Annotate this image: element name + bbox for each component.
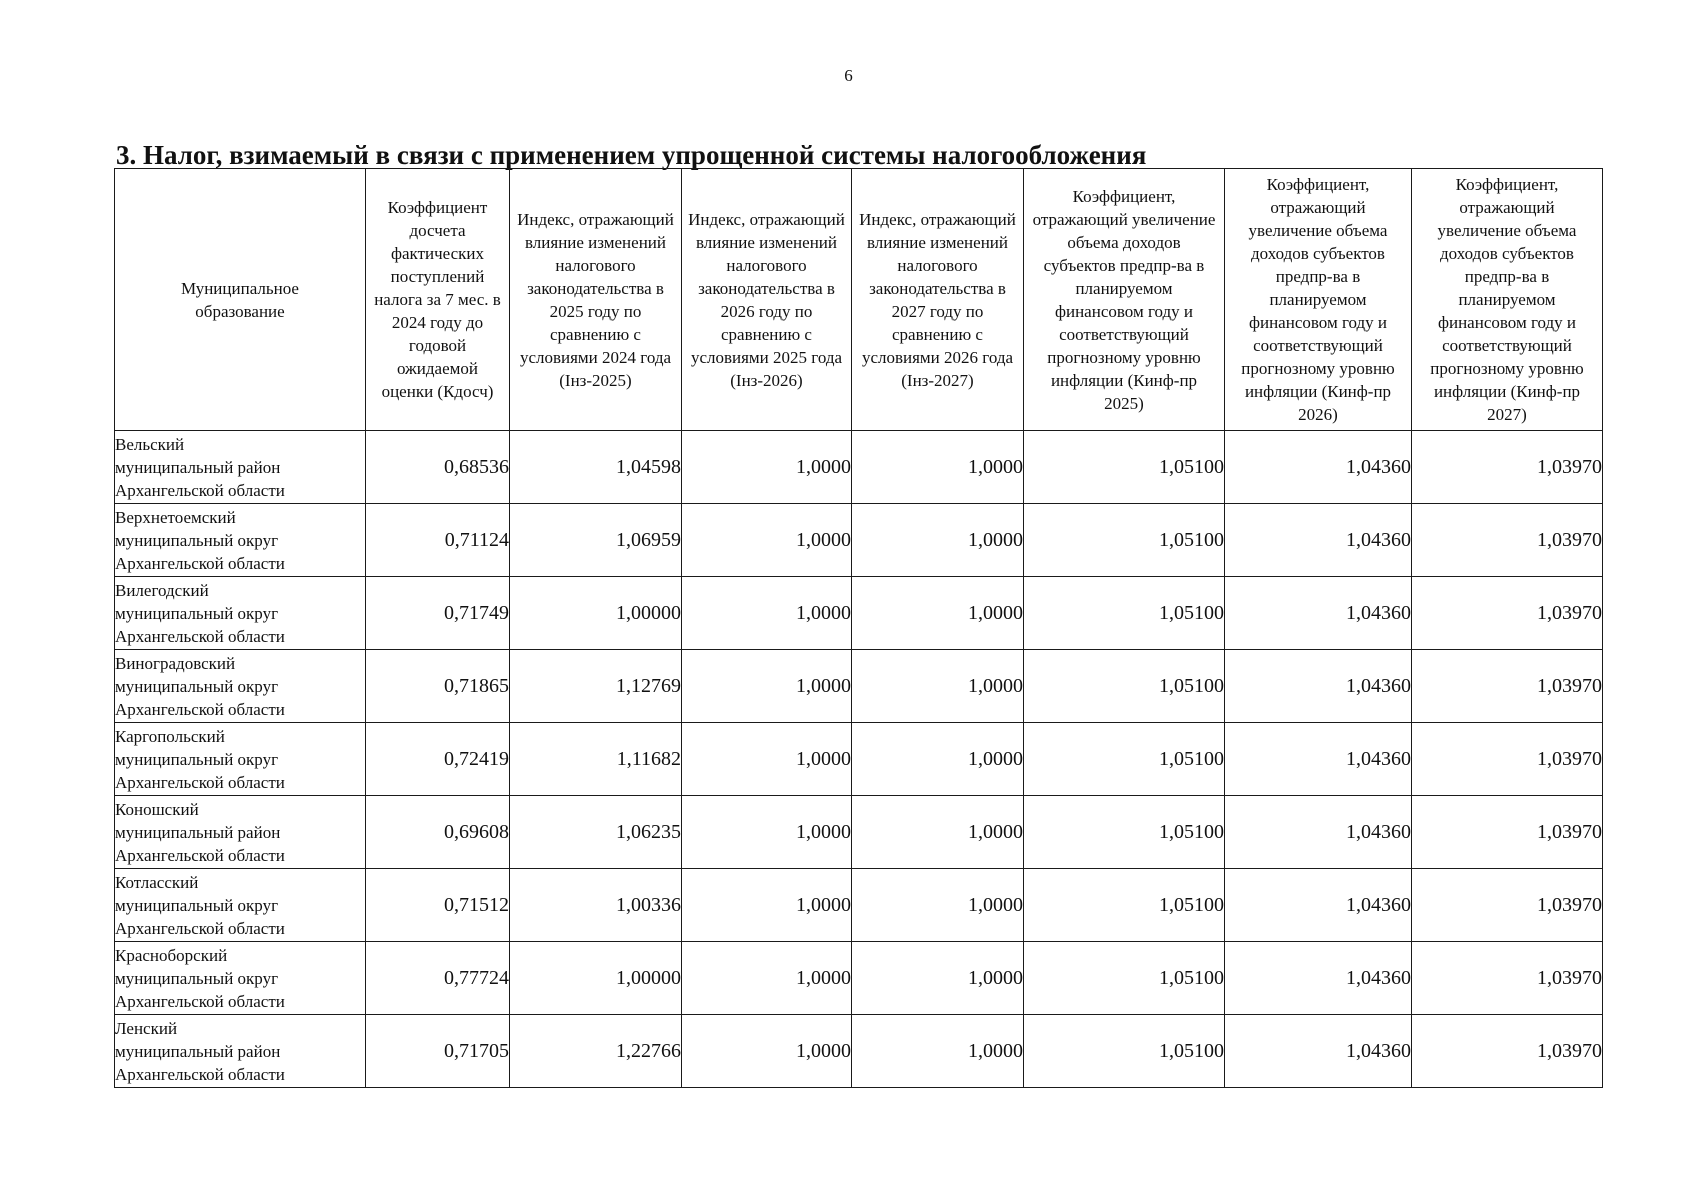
value-cell-kdosch: 0,71124 — [366, 504, 510, 577]
header-kinf-2027 — [1412, 169, 1603, 431]
municipality-name-line: Архангельской области — [115, 1064, 285, 1084]
municipality-name-line: Архангельской области — [115, 991, 285, 1011]
municipality-name-line: Котласский — [115, 872, 199, 892]
header-kinf-2025-text: Коэффициент, отражающий увеличение объема доходов субъектов предпр-ва в планируемом финансовом году и соответствующий прогнозному уровню инфляции (Кинф-пр 2025) — [1032, 186, 1216, 413]
value-cell-kinf-2025: 1,05100 — [1024, 431, 1225, 504]
municipality-name-line: Вельский — [115, 434, 185, 454]
value-cell-inz-2027: 1,0000 — [852, 577, 1024, 650]
value-cell-inz-2027: 1,0000 — [852, 869, 1024, 942]
value-cell-kinf-2027: 1,03970 — [1412, 431, 1603, 504]
header-inz-2025 — [510, 169, 682, 431]
table-row — [115, 1015, 1603, 1088]
header-kdosch-text: Коэффициент досчета фактических поступлений налога за 7 мес. в 2024 году до годовой ожидаемой оценки (Кдосч) — [374, 198, 501, 401]
value-cell-inz-2025: 1,00336 — [510, 869, 682, 942]
table-row — [115, 577, 1603, 650]
municipality-cell — [115, 723, 366, 796]
municipality-name-line: муниципальный район — [115, 1041, 281, 1061]
value-cell-kinf-2026: 1,04360 — [1225, 1015, 1412, 1088]
value-cell-kinf-2026: 1,04360 — [1225, 431, 1412, 504]
municipality-cell — [115, 577, 366, 650]
header-inz-2027-text: Индекс, отражающий влияние изменений налогового законодательства в 2027 году по сравнению с условиями 2026 года (Інз-2027) — [859, 209, 1016, 390]
municipality-name-line: Архангельской области — [115, 772, 285, 792]
value-cell-inz-2025: 1,11682 — [510, 723, 682, 796]
value-cell-kinf-2025: 1,05100 — [1024, 1015, 1225, 1088]
municipality-name-line: муниципальный округ — [115, 603, 279, 623]
value-cell-kinf-2025: 1,05100 — [1024, 723, 1225, 796]
value-cell-inz-2025: 1,00000 — [510, 942, 682, 1015]
municipality-cell — [115, 796, 366, 869]
table-row — [115, 723, 1603, 796]
value-cell-inz-2025: 1,06235 — [510, 796, 682, 869]
municipality-name-line: Архангельской области — [115, 918, 285, 938]
header-kinf-2026-text: Коэффициент, отражающий увеличение объема доходов субъектов предпр-ва в планируемом финансовом году и соответствующий прогнозному уровню инфляции (Кинф-пр 2026) — [1241, 175, 1395, 424]
value-cell-kinf-2027: 1,03970 — [1412, 796, 1603, 869]
value-cell-kinf-2026: 1,04360 — [1225, 723, 1412, 796]
value-cell-kinf-2026: 1,04360 — [1225, 869, 1412, 942]
value-cell-inz-2025: 1,04598 — [510, 431, 682, 504]
value-cell-inz-2026: 1,0000 — [682, 723, 852, 796]
municipality-name-line: Архангельской области — [115, 480, 285, 500]
header-inz-2026 — [682, 169, 852, 431]
value-cell-kinf-2025: 1,05100 — [1024, 577, 1225, 650]
value-cell-kdosch: 0,71865 — [366, 650, 510, 723]
value-cell-kdosch: 0,68536 — [366, 431, 510, 504]
header-inz-2025-text: Индекс, отражающий влияние изменений налогового законодательства в 2025 году по сравнению с условиями 2024 года (Інз-2025) — [517, 209, 674, 390]
table-row — [115, 796, 1603, 869]
value-cell-inz-2027: 1,0000 — [852, 1015, 1024, 1088]
value-cell-inz-2026: 1,0000 — [682, 431, 852, 504]
value-cell-kdosch: 0,71749 — [366, 577, 510, 650]
value-cell-kinf-2025: 1,05100 — [1024, 869, 1225, 942]
value-cell-inz-2027: 1,0000 — [852, 942, 1024, 1015]
value-cell-kinf-2025: 1,05100 — [1024, 650, 1225, 723]
municipality-name-line: муниципальный район — [115, 457, 281, 477]
value-cell-inz-2025: 1,00000 — [510, 577, 682, 650]
value-cell-kinf-2027: 1,03970 — [1412, 942, 1603, 1015]
value-cell-kinf-2027: 1,03970 — [1412, 1015, 1603, 1088]
value-cell-inz-2026: 1,0000 — [682, 504, 852, 577]
value-cell-kinf-2026: 1,04360 — [1225, 504, 1412, 577]
municipality-name-line: муниципальный район — [115, 822, 281, 842]
municipality-name-line: муниципальный округ — [115, 676, 279, 696]
value-cell-kinf-2026: 1,04360 — [1225, 650, 1412, 723]
value-cell-inz-2026: 1,0000 — [682, 1015, 852, 1088]
value-cell-kinf-2027: 1,03970 — [1412, 869, 1603, 942]
value-cell-kinf-2025: 1,05100 — [1024, 942, 1225, 1015]
municipality-name-line: Ленский — [115, 1018, 178, 1038]
value-cell-kinf-2027: 1,03970 — [1412, 650, 1603, 723]
value-cell-kinf-2025: 1,05100 — [1024, 504, 1225, 577]
municipality-name-line: Архангельской области — [115, 626, 285, 646]
municipality-name-line: Архангельской области — [115, 699, 285, 719]
municipality-cell — [115, 869, 366, 942]
table-row — [115, 650, 1603, 723]
value-cell-kdosch: 0,77724 — [366, 942, 510, 1015]
municipality-cell — [115, 942, 366, 1015]
header-kinf-2026 — [1225, 169, 1412, 431]
table-row — [115, 431, 1603, 504]
municipality-name-line: муниципальный округ — [115, 895, 279, 915]
value-cell-kdosch: 0,71705 — [366, 1015, 510, 1088]
page-number: 6 — [844, 66, 853, 85]
value-cell-kdosch: 0,69608 — [366, 796, 510, 869]
value-cell-inz-2025: 1,06959 — [510, 504, 682, 577]
header-kdosch — [366, 169, 510, 431]
value-cell-inz-2025: 1,12769 — [510, 650, 682, 723]
header-municipality-text: Муниципальное образование — [181, 278, 299, 321]
municipality-name-line: Красноборский — [115, 945, 228, 965]
table-row — [115, 504, 1603, 577]
municipality-name-line: Каргопольский — [115, 726, 225, 746]
value-cell-kinf-2026: 1,04360 — [1225, 577, 1412, 650]
municipality-cell — [115, 650, 366, 723]
tax-coefficients-table — [114, 168, 1603, 1088]
value-cell-inz-2026: 1,0000 — [682, 942, 852, 1015]
value-cell-kdosch: 0,72419 — [366, 723, 510, 796]
table-row — [115, 942, 1603, 1015]
value-cell-inz-2025: 1,22766 — [510, 1015, 682, 1088]
municipality-cell — [115, 431, 366, 504]
value-cell-inz-2027: 1,0000 — [852, 504, 1024, 577]
municipality-name-line: Вилегодский — [115, 580, 209, 600]
table-row — [115, 869, 1603, 942]
value-cell-inz-2027: 1,0000 — [852, 723, 1024, 796]
header-inz-2027 — [852, 169, 1024, 431]
section-title: 3. Налог, взимаемый в связи с применением упрощенной системы налогообложения — [116, 140, 1147, 170]
value-cell-kinf-2026: 1,04360 — [1225, 796, 1412, 869]
header-kinf-2027-text: Коэффициент, отражающий увеличение объема доходов субъектов предпр-ва в планируемом финансовом году и соответствующий прогнозному уровню инфляции (Кинф-пр 2027) — [1430, 175, 1584, 424]
municipality-name-line: Виноградовский — [115, 653, 236, 673]
municipality-cell — [115, 1015, 366, 1088]
header-inz-2026-text: Индекс, отражающий влияние изменений налогового законодательства в 2026 году по сравнению с условиями 2025 года (Інз-2026) — [688, 209, 845, 390]
value-cell-kinf-2027: 1,03970 — [1412, 577, 1603, 650]
value-cell-inz-2027: 1,0000 — [852, 796, 1024, 869]
value-cell-inz-2026: 1,0000 — [682, 577, 852, 650]
value-cell-kinf-2027: 1,03970 — [1412, 723, 1603, 796]
value-cell-kdosch: 0,71512 — [366, 869, 510, 942]
municipality-name-line: муниципальный округ — [115, 968, 279, 988]
header-row — [115, 169, 1603, 431]
value-cell-inz-2026: 1,0000 — [682, 869, 852, 942]
municipality-name-line: муниципальный округ — [115, 749, 279, 769]
value-cell-inz-2026: 1,0000 — [682, 796, 852, 869]
value-cell-inz-2026: 1,0000 — [682, 650, 852, 723]
municipality-name-line: Верхнетоемский — [115, 507, 236, 527]
municipality-name-line: Коношский — [115, 799, 199, 819]
value-cell-kinf-2027: 1,03970 — [1412, 504, 1603, 577]
value-cell-kinf-2026: 1,04360 — [1225, 942, 1412, 1015]
municipality-name-line: Архангельской области — [115, 845, 285, 865]
value-cell-inz-2027: 1,0000 — [852, 431, 1024, 504]
value-cell-inz-2027: 1,0000 — [852, 650, 1024, 723]
municipality-name-line: муниципальный округ — [115, 530, 279, 550]
municipality-cell — [115, 504, 366, 577]
header-municipality — [115, 169, 366, 431]
value-cell-kinf-2025: 1,05100 — [1024, 796, 1225, 869]
municipality-name-line: Архангельской области — [115, 553, 285, 573]
header-kinf-2025 — [1024, 169, 1225, 431]
